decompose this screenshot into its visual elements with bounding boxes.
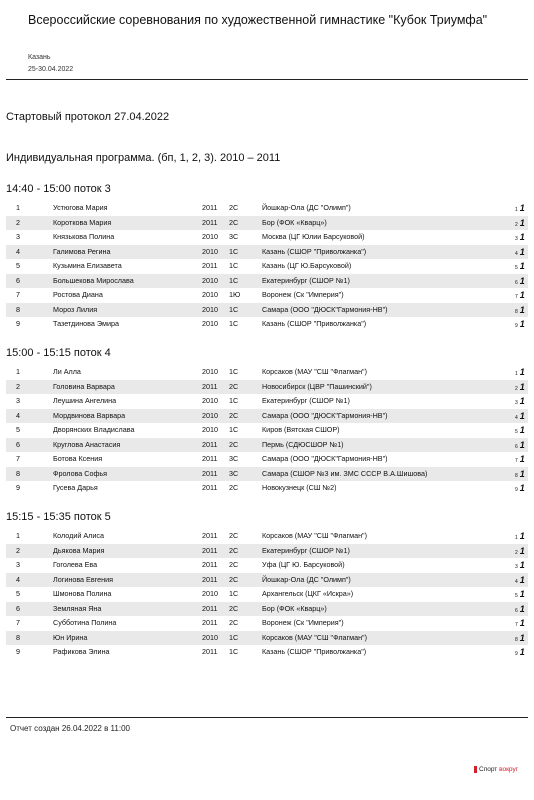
athlete-rank: 1С bbox=[229, 589, 239, 599]
start-order-small: 8 bbox=[515, 472, 518, 479]
table-row bbox=[6, 230, 528, 245]
competition-city: Казань bbox=[28, 54, 51, 61]
table-row bbox=[6, 317, 528, 332]
birth-year: 2011 bbox=[202, 261, 218, 271]
birth-year: 2011 bbox=[202, 574, 218, 584]
birth-year: 2010 bbox=[202, 589, 218, 599]
athlete-name: Большекова Мирослава bbox=[53, 275, 134, 285]
table-row bbox=[6, 645, 528, 660]
athlete-rank: 1С bbox=[229, 319, 239, 329]
start-order-big: 1 bbox=[519, 261, 525, 272]
athlete-number: 8 bbox=[16, 632, 20, 642]
start-order-small: 1 bbox=[515, 371, 518, 377]
competition-title: Всероссийские соревнования по художественной гимнастике "Кубок Триумфа" bbox=[28, 13, 488, 27]
athlete-number: 3 bbox=[16, 396, 20, 406]
city-club: Екатеринбург (СШОР №1) bbox=[262, 545, 350, 555]
athlete-number: 2 bbox=[16, 217, 20, 227]
start-order-big: 1 bbox=[519, 647, 525, 658]
birth-year: 2011 bbox=[202, 381, 218, 391]
sport-vokrug-logo bbox=[474, 766, 518, 773]
start-order bbox=[515, 645, 525, 662]
city-club: Уфа (ЦГ Ю. Барсуковой) bbox=[262, 560, 345, 570]
city-club: Казань (СШОР "Приволжанка") bbox=[262, 246, 367, 256]
athlete-number: 9 bbox=[16, 319, 20, 329]
start-order-big: 1 bbox=[519, 367, 525, 377]
birth-year: 2011 bbox=[202, 203, 218, 212]
athlete-number: 4 bbox=[16, 574, 20, 584]
athlete-name: Юн Ирина bbox=[53, 632, 88, 642]
athlete-rank: 3С bbox=[229, 454, 239, 464]
city-club: Екатеринбург (СШОР №1) bbox=[262, 396, 350, 406]
birth-year: 2010 bbox=[202, 632, 218, 642]
birth-year: 2010 bbox=[202, 275, 218, 285]
athlete-name: Тазетдинова Эмира bbox=[53, 319, 119, 329]
athlete-name: Кузьмина Елизавета bbox=[53, 261, 122, 271]
athlete-number: 9 bbox=[16, 483, 20, 493]
start-order-big: 1 bbox=[519, 483, 525, 494]
table-row bbox=[6, 245, 528, 260]
table-row bbox=[6, 631, 528, 646]
athlete-name: Ли Алла bbox=[53, 367, 81, 376]
start-order-small: 9 bbox=[515, 323, 518, 330]
city-club: Архангельск (ЦКГ «Искра») bbox=[262, 589, 354, 599]
birth-year: 2011 bbox=[202, 560, 218, 570]
start-order-big: 1 bbox=[519, 290, 525, 301]
city-club: Самара (СШОР №3 им. ЗМС СССР В.А.Шишова) bbox=[262, 468, 428, 478]
start-order-big: 1 bbox=[519, 589, 525, 600]
athlete-rank: 1С bbox=[229, 632, 239, 642]
city-club: Корсаков (МАУ "СШ "Флагман") bbox=[262, 632, 368, 642]
birth-year: 2011 bbox=[202, 217, 218, 227]
birth-year: 2011 bbox=[202, 483, 218, 493]
athlete-number: 7 bbox=[16, 290, 20, 300]
table-row bbox=[6, 452, 528, 467]
athlete-name: Короткова Мария bbox=[53, 217, 112, 227]
birth-year: 2011 bbox=[202, 618, 218, 628]
start-order-small: 8 bbox=[515, 636, 518, 643]
start-order-big: 1 bbox=[519, 396, 525, 407]
start-order bbox=[515, 481, 525, 498]
start-order-small: 4 bbox=[515, 414, 518, 421]
birth-year: 2010 bbox=[202, 319, 218, 329]
table-row bbox=[6, 380, 528, 395]
athlete-name: Дьякова Мария bbox=[53, 545, 105, 555]
table-row bbox=[6, 616, 528, 631]
birth-year: 2011 bbox=[202, 545, 218, 555]
athlete-rank: 1С bbox=[229, 425, 239, 435]
logo-text-1: Спорт bbox=[479, 766, 498, 774]
athlete-rank: 2С bbox=[229, 618, 239, 628]
table-row bbox=[6, 288, 528, 303]
athlete-name: Устюгова Мария bbox=[53, 203, 108, 212]
athlete-rank: 3С bbox=[229, 468, 239, 478]
start-order-small: 9 bbox=[515, 651, 518, 658]
table-row bbox=[6, 259, 528, 274]
city-club: Киров (Вятская СШОР) bbox=[262, 425, 340, 435]
city-club: Новосибирск (ЦВР "Пашинский") bbox=[262, 381, 372, 391]
city-club: Казань (СШОР "Приволжанка") bbox=[262, 647, 367, 657]
birth-year: 2011 bbox=[202, 454, 218, 464]
table-row bbox=[6, 274, 528, 289]
table-row bbox=[6, 529, 528, 544]
city-club: Казань (ЦГ Ю.Барсуковой) bbox=[262, 261, 352, 271]
competition-dates: 25-30.04.2022 bbox=[28, 66, 74, 73]
logo-mark-icon bbox=[474, 766, 477, 773]
athlete-rank: 2С bbox=[229, 545, 239, 555]
flow-title: 15:15 - 15:35 поток 5 bbox=[6, 511, 111, 523]
athlete-name: Фролова Софья bbox=[53, 468, 108, 478]
table-row bbox=[6, 201, 528, 216]
flow-table bbox=[6, 365, 528, 496]
start-order-big: 1 bbox=[519, 246, 525, 257]
city-club: Новокузнецк (СШ №2) bbox=[262, 483, 337, 493]
birth-year: 2011 bbox=[202, 439, 218, 449]
start-order-big: 1 bbox=[519, 632, 525, 643]
start-order-small: 5 bbox=[515, 265, 518, 272]
athlete-number: 1 bbox=[16, 203, 20, 212]
start-order-big: 1 bbox=[519, 203, 525, 213]
athlete-number: 3 bbox=[16, 560, 20, 570]
start-order-big: 1 bbox=[519, 531, 525, 541]
start-order-small: 6 bbox=[515, 279, 518, 286]
start-order-big: 1 bbox=[519, 545, 525, 556]
athlete-name: Дворянских Владислава bbox=[53, 425, 135, 435]
report-created-text: Отчет создан 26.04.2022 в 11:00 bbox=[10, 724, 130, 733]
header-divider bbox=[6, 79, 528, 80]
athlete-rank: 2С bbox=[229, 381, 239, 391]
athlete-name: Гусева Дарья bbox=[53, 483, 98, 493]
flow-title: 14:40 - 15:00 поток 3 bbox=[6, 183, 111, 195]
city-club: Корсаков (МАУ "СШ "Флагман") bbox=[262, 367, 368, 376]
start-order-big: 1 bbox=[519, 232, 525, 243]
athlete-rank: 2С bbox=[229, 439, 239, 449]
table-row bbox=[6, 573, 528, 588]
birth-year: 2011 bbox=[202, 647, 218, 657]
table-row bbox=[6, 467, 528, 482]
city-club: Йошкар-Ола (ДС "Олимп") bbox=[262, 203, 351, 212]
start-order-small: 4 bbox=[515, 578, 518, 585]
start-order-small: 3 bbox=[515, 236, 518, 243]
start-order-big: 1 bbox=[519, 454, 525, 465]
athlete-rank: 2С bbox=[229, 217, 239, 227]
city-club: Екатеринбург (СШОР №1) bbox=[262, 275, 350, 285]
start-order-big: 1 bbox=[519, 560, 525, 571]
athlete-number: 4 bbox=[16, 246, 20, 256]
athlete-number: 2 bbox=[16, 381, 20, 391]
athlete-name: Гоголева Ева bbox=[53, 560, 98, 570]
birth-year: 2010 bbox=[202, 232, 218, 242]
athlete-rank: 1С bbox=[229, 647, 239, 657]
table-row bbox=[6, 602, 528, 617]
athlete-number: 7 bbox=[16, 454, 20, 464]
athlete-name: Круглова Анастасия bbox=[53, 439, 121, 449]
start-order-small: 3 bbox=[515, 564, 518, 571]
flow-title: 15:00 - 15:15 поток 4 bbox=[6, 347, 111, 359]
athlete-rank: 1С bbox=[229, 396, 239, 406]
start-order-big: 1 bbox=[519, 574, 525, 585]
start-order-big: 1 bbox=[519, 618, 525, 629]
birth-year: 2011 bbox=[202, 531, 218, 540]
city-club: Самара (ООО "ДЮСК"Гармония-НВ") bbox=[262, 304, 388, 314]
athlete-rank: 1С bbox=[229, 304, 239, 314]
athlete-rank: 1С bbox=[229, 367, 239, 376]
athlete-name: Ростова Диана bbox=[53, 290, 103, 300]
athlete-name: Колодий Алиса bbox=[53, 531, 104, 540]
athlete-number: 6 bbox=[16, 275, 20, 285]
start-order-big: 1 bbox=[519, 468, 525, 479]
athlete-rank: 2С bbox=[229, 410, 239, 420]
athlete-number: 4 bbox=[16, 410, 20, 420]
athlete-name: Князькова Полина bbox=[53, 232, 115, 242]
program-title: Индивидуальная программа. (бп, 1, 2, 3). 2010 – 2011 bbox=[6, 152, 281, 164]
birth-year: 2010 bbox=[202, 246, 218, 256]
athlete-rank: 2С bbox=[229, 483, 239, 493]
city-club: Воронеж (Ск "Империя") bbox=[262, 618, 344, 628]
table-row bbox=[6, 544, 528, 559]
athlete-number: 6 bbox=[16, 603, 20, 613]
athlete-number: 5 bbox=[16, 589, 20, 599]
start-order-small: 1 bbox=[515, 535, 518, 541]
table-row bbox=[6, 409, 528, 424]
birth-year: 2010 bbox=[202, 410, 218, 420]
start-order-big: 1 bbox=[519, 304, 525, 315]
start-order-big: 1 bbox=[519, 439, 525, 450]
city-club: Воронеж (Ск "Империя") bbox=[262, 290, 344, 300]
start-order-small: 5 bbox=[515, 429, 518, 436]
athlete-number: 1 bbox=[16, 531, 20, 540]
start-order-small: 7 bbox=[515, 458, 518, 465]
athlete-name: Логинова Евгения bbox=[53, 574, 113, 584]
athlete-rank: 1С bbox=[229, 261, 239, 271]
start-order-big: 1 bbox=[519, 217, 525, 228]
athlete-rank: 2С bbox=[229, 574, 239, 584]
athlete-number: 5 bbox=[16, 261, 20, 271]
athlete-name: Мороз Лилия bbox=[53, 304, 98, 314]
footer-divider bbox=[6, 717, 528, 718]
birth-year: 2010 bbox=[202, 396, 218, 406]
start-order bbox=[515, 317, 525, 334]
start-order-big: 1 bbox=[519, 381, 525, 392]
start-order-small: 6 bbox=[515, 607, 518, 614]
athlete-name: Галимова Регина bbox=[53, 246, 111, 256]
athlete-number: 5 bbox=[16, 425, 20, 435]
athlete-number: 8 bbox=[16, 468, 20, 478]
city-club: Пермь (СДЮСШОР №1) bbox=[262, 439, 344, 449]
start-order-small: 4 bbox=[515, 250, 518, 257]
athlete-name: Рафикова Элина bbox=[53, 647, 110, 657]
table-row bbox=[6, 558, 528, 573]
athlete-rank: 1Ю bbox=[229, 290, 241, 300]
flow-table bbox=[6, 529, 528, 660]
athlete-rank: 2С bbox=[229, 560, 239, 570]
start-order-small: 8 bbox=[515, 308, 518, 315]
city-club: Казань (СШОР "Приволжанка") bbox=[262, 319, 367, 329]
athlete-name: Земляная Яна bbox=[53, 603, 102, 613]
table-row bbox=[6, 423, 528, 438]
city-club: Корсаков (МАУ "СШ "Флагман") bbox=[262, 531, 368, 540]
birth-year: 2010 bbox=[202, 290, 218, 300]
city-club: Москва (ЦГ Юлии Барсуковой) bbox=[262, 232, 365, 242]
table-row bbox=[6, 587, 528, 602]
table-row bbox=[6, 481, 528, 496]
flow-table bbox=[6, 201, 528, 332]
start-order-big: 1 bbox=[519, 319, 525, 330]
athlete-number: 1 bbox=[16, 367, 20, 376]
logo-text-2: вокруг bbox=[499, 766, 519, 774]
athlete-name: Шмонова Полина bbox=[53, 589, 112, 599]
start-order-small: 5 bbox=[515, 593, 518, 600]
birth-year: 2011 bbox=[202, 603, 218, 613]
city-club: Бор (ФОК «Кварц») bbox=[262, 217, 327, 227]
start-order-big: 1 bbox=[519, 603, 525, 614]
start-order-small: 7 bbox=[515, 622, 518, 629]
start-order-small: 1 bbox=[515, 207, 518, 213]
athlete-number: 8 bbox=[16, 304, 20, 314]
birth-year: 2010 bbox=[202, 367, 218, 376]
start-order-small: 7 bbox=[515, 294, 518, 301]
athlete-number: 3 bbox=[16, 232, 20, 242]
athlete-name: Субботина Полина bbox=[53, 618, 117, 628]
athlete-rank: 1С bbox=[229, 246, 239, 256]
city-club: Бор (ФОК «Кварц») bbox=[262, 603, 327, 613]
city-club: Самара (ООО "ДЮСК"Гармония-НВ") bbox=[262, 454, 388, 464]
start-order-small: 2 bbox=[515, 221, 518, 228]
athlete-name: Головина Варвара bbox=[53, 381, 115, 391]
start-order-big: 1 bbox=[519, 425, 525, 436]
athlete-name: Мордвинова Варвара bbox=[53, 410, 126, 420]
athlete-name: Леушина Ангелина bbox=[53, 396, 117, 406]
athlete-rank: 2С bbox=[229, 203, 239, 212]
city-club: Йошкар-Ола (ДС "Олимп") bbox=[262, 574, 351, 584]
athlete-number: 2 bbox=[16, 545, 20, 555]
athlete-name: Ботова Ксения bbox=[53, 454, 103, 464]
start-order-big: 1 bbox=[519, 275, 525, 286]
start-order-small: 2 bbox=[515, 549, 518, 556]
start-order-big: 1 bbox=[519, 410, 525, 421]
protocol-title: Стартовый протокол 27.04.2022 bbox=[6, 111, 170, 123]
table-row bbox=[6, 216, 528, 231]
start-order-small: 6 bbox=[515, 443, 518, 450]
birth-year: 2011 bbox=[202, 468, 218, 478]
start-order-small: 3 bbox=[515, 400, 518, 407]
athlete-number: 6 bbox=[16, 439, 20, 449]
table-row bbox=[6, 394, 528, 409]
start-order-small: 2 bbox=[515, 385, 518, 392]
athlete-number: 9 bbox=[16, 647, 20, 657]
athlete-rank: 2С bbox=[229, 531, 239, 540]
birth-year: 2010 bbox=[202, 425, 218, 435]
start-order-small: 9 bbox=[515, 487, 518, 494]
table-row bbox=[6, 303, 528, 318]
city-club: Самара (ООО "ДЮСК"Гармония-НВ") bbox=[262, 410, 388, 420]
athlete-rank: 3С bbox=[229, 232, 239, 242]
table-row bbox=[6, 438, 528, 453]
athlete-rank: 1С bbox=[229, 275, 239, 285]
athlete-number: 7 bbox=[16, 618, 20, 628]
athlete-rank: 2С bbox=[229, 603, 239, 613]
birth-year: 2010 bbox=[202, 304, 218, 314]
table-row bbox=[6, 365, 528, 380]
